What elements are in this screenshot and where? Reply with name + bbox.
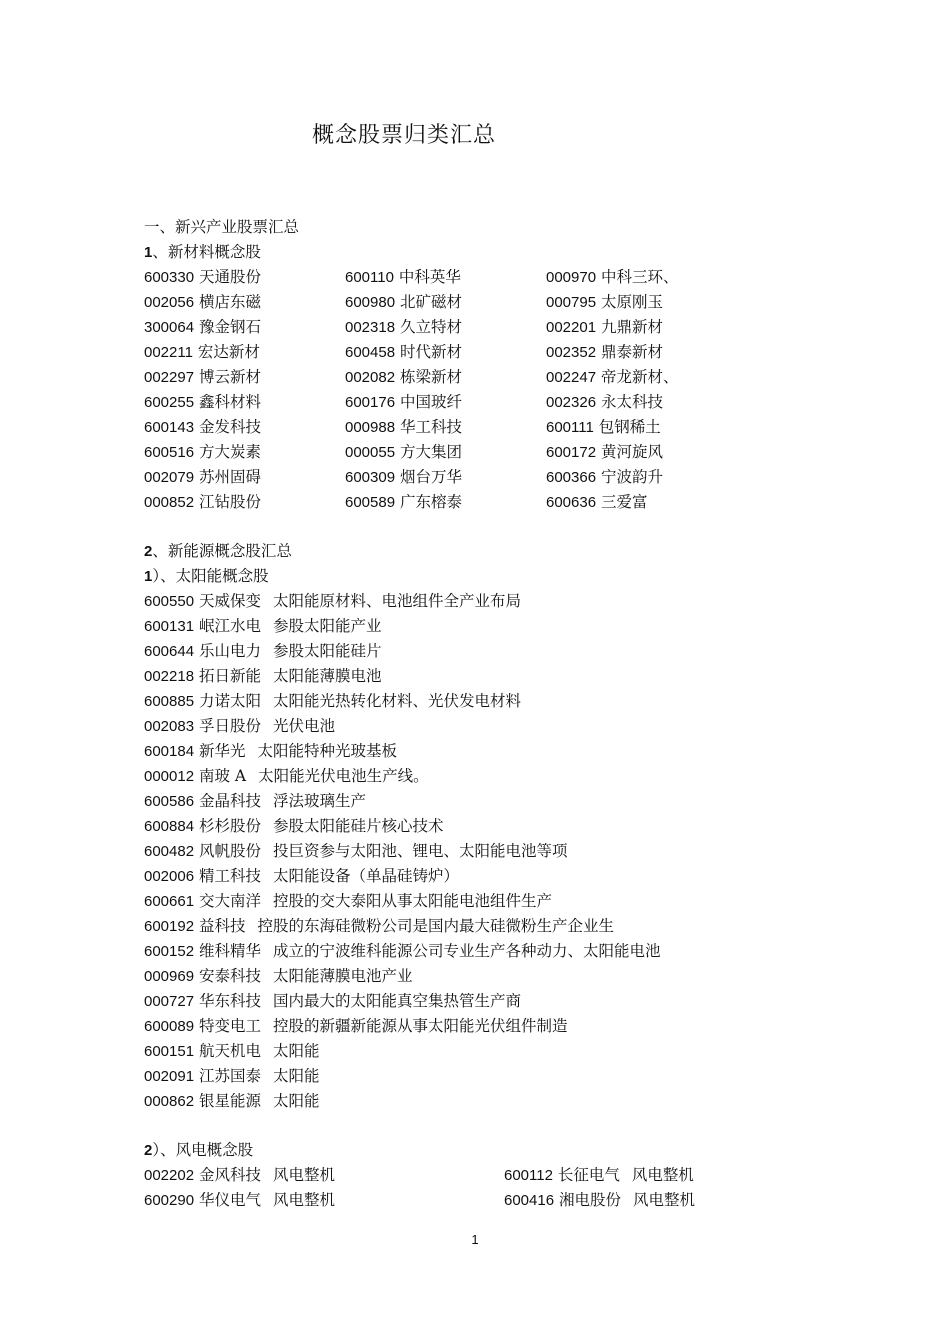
list-item — [144, 939, 864, 964]
stock-code: 002091 — [144, 1068, 195, 1085]
stock-code: 600089 — [144, 1018, 195, 1035]
list-item — [144, 739, 864, 764]
stock-name: 金风科技 — [194, 1166, 261, 1184]
stock-name: 力诺太阳 — [194, 692, 261, 710]
stock-code: 002201 — [546, 319, 597, 336]
list-item — [144, 614, 864, 639]
page-number: 1 — [471, 1232, 479, 1247]
stock-code: 600589 — [345, 494, 396, 511]
stock-entry — [546, 265, 747, 290]
stock-code: 600290 — [144, 1192, 195, 1209]
stock-name: 方大集团 — [395, 443, 462, 461]
stock-code: 002326 — [546, 394, 597, 411]
stock-entry — [144, 365, 345, 390]
stock-code: 600516 — [144, 444, 195, 461]
stock-name: 中国玻纤 — [395, 393, 462, 411]
stock-description: 太阳能原材料、电池组件全产业布局 — [273, 592, 522, 610]
list-item — [144, 839, 864, 864]
stock-code: 000970 — [546, 269, 597, 286]
stock-description: 风电整机 — [273, 1166, 336, 1184]
stock-code: 002056 — [144, 294, 195, 311]
list-item — [144, 764, 864, 789]
stock-name: 维科精华 — [194, 942, 261, 960]
stock-code: 002211 — [144, 344, 193, 361]
table-row — [144, 440, 864, 465]
subsection-label: ）、太阳能概念股 — [152, 567, 269, 585]
materials-stock-table — [144, 265, 864, 515]
stock-code: 000862 — [144, 1093, 195, 1110]
stock-description: 太阳能特种光玻基板 — [257, 742, 398, 760]
stock-name: 中科三环、 — [596, 268, 679, 286]
stock-code: 002218 — [144, 668, 195, 685]
stock-entry — [144, 440, 345, 465]
stock-entry — [546, 315, 747, 340]
stock-code: 600143 — [144, 419, 195, 436]
stock-name: 时代新材 — [395, 343, 462, 361]
subsection-number: 1 — [144, 568, 153, 585]
stock-name: 太原刚玉 — [596, 293, 663, 311]
stock-entry — [345, 315, 546, 340]
stock-code: 000852 — [144, 494, 195, 511]
stock-code: 600192 — [144, 918, 195, 935]
stock-code: 600458 — [345, 344, 396, 361]
stock-name: 安泰科技 — [194, 967, 261, 985]
stock-description: 参股太阳能硅片核心技术 — [273, 817, 444, 835]
stock-code: 600176 — [345, 394, 396, 411]
stock-name: 长征电气 — [552, 1166, 620, 1184]
stock-name: 鼎泰新材 — [596, 343, 663, 361]
stock-entry — [345, 340, 546, 365]
stock-entry — [144, 1163, 504, 1188]
page-title: 概念股票归类汇总 — [312, 123, 497, 148]
stock-code: 002079 — [144, 469, 195, 486]
stock-name: 烟台万华 — [395, 468, 462, 486]
stock-name: 天通股份 — [194, 268, 261, 286]
list-item — [144, 864, 864, 889]
stock-name: 精工科技 — [194, 867, 261, 885]
subsection-heading — [144, 564, 864, 589]
stock-description: 太阳能 — [273, 1092, 320, 1110]
stock-description: 太阳能薄膜电池 — [273, 667, 382, 685]
stock-name: 天威保变 — [194, 592, 261, 610]
stock-code: 002297 — [144, 369, 195, 386]
stock-entry — [546, 340, 747, 365]
wind-stock-table — [144, 1163, 864, 1213]
stock-name: 乐山电力 — [194, 642, 261, 660]
stock-code: 002006 — [144, 868, 195, 885]
stock-name: 江苏国泰 — [194, 1067, 261, 1085]
stock-name: 华工科技 — [395, 418, 462, 436]
stock-description: 参股太阳能硅片 — [273, 642, 382, 660]
stock-code: 002082 — [345, 369, 396, 386]
stock-entry — [345, 415, 546, 440]
stock-code: 600366 — [546, 469, 597, 486]
stock-description: 风电整机 — [273, 1191, 336, 1209]
stock-entry — [144, 1188, 504, 1213]
stock-code: 000727 — [144, 993, 195, 1010]
stock-code: 000055 — [345, 444, 396, 461]
stock-name: 拓日新能 — [194, 667, 261, 685]
stock-name: 宁波韵升 — [596, 468, 663, 486]
stock-name: 鑫科材料 — [194, 393, 261, 411]
stock-code: 600112 — [504, 1167, 553, 1184]
list-item — [144, 989, 864, 1014]
stock-name: 广东榕泰 — [395, 493, 462, 511]
stock-code: 600885 — [144, 693, 195, 710]
stock-name: 久立特材 — [395, 318, 462, 336]
list-item — [144, 889, 864, 914]
section-heading — [144, 539, 864, 564]
stock-description: 太阳能设备（单晶硅铸炉） — [273, 867, 460, 885]
stock-code: 600482 — [144, 843, 195, 860]
stock-entry — [504, 1188, 864, 1213]
stock-name: 金晶科技 — [194, 792, 261, 810]
stock-name: 博云新材 — [194, 368, 261, 386]
stock-code: 002202 — [144, 1167, 195, 1184]
table-row — [144, 490, 864, 515]
subsection-number: 1 — [144, 244, 153, 261]
stock-name: 黄河旋风 — [596, 443, 663, 461]
stock-entry — [345, 390, 546, 415]
list-item — [144, 1089, 864, 1114]
stock-entry — [546, 390, 747, 415]
stock-description: 参股太阳能产业 — [273, 617, 382, 635]
stock-name: 银星能源 — [194, 1092, 261, 1110]
stock-name: 岷江水电 — [194, 617, 261, 635]
stock-name: 江钻股份 — [194, 493, 261, 511]
stock-name: 华东科技 — [194, 992, 261, 1010]
stock-entry — [345, 490, 546, 515]
stock-description: 控股的东海硅微粉公司是国内最大硅微粉生产企业生 — [257, 917, 615, 935]
stock-name: 包钢稀土 — [593, 418, 661, 436]
subsection-label: 、新材料概念股 — [152, 243, 261, 261]
stock-entry — [546, 465, 747, 490]
stock-description: 控股的交大泰阳从事太阳能电池组件生产 — [273, 892, 553, 910]
section-number: 2 — [144, 543, 153, 560]
stock-code: 000795 — [546, 294, 597, 311]
stock-description: 太阳能薄膜电池产业 — [273, 967, 413, 985]
stock-code: 600255 — [144, 394, 195, 411]
list-item — [144, 789, 864, 814]
stock-entry — [345, 465, 546, 490]
section-heading: 一、新兴产业股票汇总 — [144, 218, 300, 236]
stock-code: 600884 — [144, 818, 195, 835]
stock-entry — [144, 490, 345, 515]
stock-code: 600111 — [546, 419, 594, 436]
stock-name: 苏州固碍 — [194, 468, 261, 486]
stock-name: 交大南洋 — [194, 892, 261, 910]
table-row — [144, 1188, 864, 1213]
table-row — [144, 365, 864, 390]
subsection-label: ）、风电概念股 — [152, 1141, 254, 1159]
stock-name: 航天机电 — [194, 1042, 261, 1060]
stock-entry — [144, 315, 345, 340]
table-row — [144, 415, 864, 440]
stock-name: 北矿磁材 — [395, 293, 462, 311]
stock-entry — [504, 1163, 864, 1188]
subsection-number: 2 — [144, 1142, 153, 1159]
stock-name: 杉杉股份 — [194, 817, 261, 835]
table-row — [144, 290, 864, 315]
stock-description: 国内最大的太阳能真空集热管生产商 — [273, 992, 522, 1010]
stock-entry — [546, 440, 747, 465]
stock-name: 栋梁新材 — [395, 368, 462, 386]
stock-entry — [144, 290, 345, 315]
stock-entry — [144, 340, 345, 365]
stock-code: 600416 — [504, 1192, 555, 1209]
stock-name: 金发科技 — [194, 418, 261, 436]
stock-code: 000988 — [345, 419, 396, 436]
stock-description: 风电整机 — [631, 1166, 694, 1184]
stock-code: 002247 — [546, 369, 597, 386]
stock-name: 方大炭素 — [194, 443, 261, 461]
stock-name: 横店东磁 — [194, 293, 261, 311]
stock-name: 帝龙新材、 — [596, 368, 679, 386]
list-item — [144, 589, 864, 614]
stock-code: 300064 — [144, 319, 195, 336]
section-label: 、新能源概念股汇总 — [152, 542, 292, 560]
solar-stock-list — [144, 589, 864, 1114]
list-item — [144, 689, 864, 714]
stock-description: 太阳能光热转化材料、光伏发电材料 — [273, 692, 522, 710]
stock-name: 豫金钢石 — [194, 318, 261, 336]
document-body — [144, 215, 864, 1213]
stock-entry — [345, 290, 546, 315]
stock-name: 南玻 A — [194, 767, 247, 785]
stock-entry — [144, 265, 345, 290]
stock-entry — [345, 265, 546, 290]
stock-name: 孚日股份 — [194, 717, 261, 735]
stock-entry — [546, 415, 747, 440]
stock-description: 控股的新疆新能源从事太阳能光伏组件制造 — [273, 1017, 568, 1035]
stock-entry — [345, 365, 546, 390]
stock-entry — [546, 365, 747, 390]
stock-description: 风电整机 — [633, 1191, 696, 1209]
stock-entry — [144, 390, 345, 415]
stock-entry — [546, 290, 747, 315]
stock-description: 浮法玻璃生产 — [273, 792, 367, 810]
stock-name: 新华光 — [194, 742, 246, 760]
list-item — [144, 714, 864, 739]
stock-name: 三爱富 — [596, 493, 648, 511]
list-item — [144, 664, 864, 689]
stock-code: 600152 — [144, 943, 195, 960]
stock-name: 九鼎新材 — [596, 318, 663, 336]
stock-name: 永太科技 — [596, 393, 663, 411]
stock-code: 000969 — [144, 968, 195, 985]
stock-code: 002318 — [345, 319, 396, 336]
table-row — [144, 1163, 864, 1188]
stock-description: 投巨资参与太阳池、锂电、太阳能电池等项 — [273, 842, 568, 860]
table-row — [144, 465, 864, 490]
stock-code: 600550 — [144, 593, 195, 610]
stock-code: 600980 — [345, 294, 396, 311]
table-row — [144, 315, 864, 340]
stock-code: 002352 — [546, 344, 597, 361]
stock-code: 600151 — [144, 1043, 195, 1060]
list-item — [144, 1039, 864, 1064]
stock-name: 宏达新材 — [192, 343, 260, 361]
stock-name: 风帆股份 — [194, 842, 261, 860]
stock-code: 600661 — [144, 893, 195, 910]
stock-description: 太阳能 — [273, 1067, 320, 1085]
stock-entry — [144, 465, 345, 490]
stock-code: 600184 — [144, 743, 195, 760]
stock-code: 600586 — [144, 793, 195, 810]
subsection-heading — [144, 240, 864, 265]
list-item — [144, 964, 864, 989]
stock-name: 湘电股份 — [554, 1191, 621, 1209]
table-row — [144, 340, 864, 365]
stock-code: 000012 — [144, 768, 195, 785]
stock-code: 600644 — [144, 643, 195, 660]
stock-code: 600172 — [546, 444, 597, 461]
stock-name: 益科技 — [194, 917, 246, 935]
stock-description: 光伏电池 — [273, 717, 336, 735]
stock-code: 600636 — [546, 494, 597, 511]
stock-name: 中科英华 — [393, 268, 461, 286]
stock-code: 002083 — [144, 718, 195, 735]
stock-name: 华仪电气 — [194, 1191, 261, 1209]
stock-description: 太阳能 — [273, 1042, 320, 1060]
stock-description: 太阳能光伏电池生产线。 — [258, 767, 429, 785]
stock-entry — [546, 490, 747, 515]
stock-code: 600330 — [144, 269, 195, 286]
subsection-heading — [144, 1138, 864, 1163]
list-item — [144, 1014, 864, 1039]
table-row — [144, 265, 864, 290]
stock-entry — [144, 415, 345, 440]
list-item — [144, 914, 864, 939]
list-item — [144, 1064, 864, 1089]
stock-name: 特变电工 — [194, 1017, 261, 1035]
stock-code: 600131 — [144, 618, 195, 635]
table-row — [144, 390, 864, 415]
stock-entry — [345, 440, 546, 465]
list-item — [144, 814, 864, 839]
list-item — [144, 639, 864, 664]
stock-code: 600110 — [345, 269, 394, 286]
stock-code: 600309 — [345, 469, 396, 486]
stock-description: 成立的宁波维科能源公司专业生产各种动力、太阳能电池 — [273, 942, 661, 960]
